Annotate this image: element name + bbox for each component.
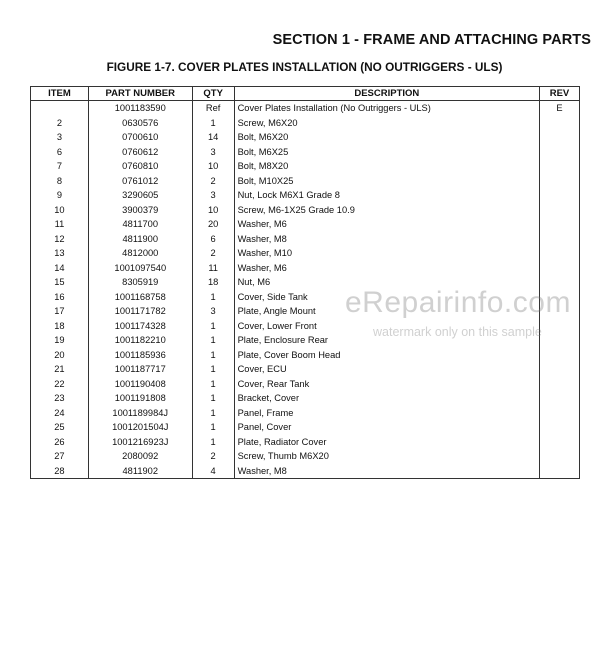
figure-title: FIGURE 1-7. COVER PLATES INSTALLATION (NO OUTRIGGERS - ULS)	[106, 60, 503, 74]
table-row	[31, 246, 580, 261]
watermark-brand: eRepairinfo.com	[345, 286, 571, 319]
cell-qty: 3	[192, 145, 234, 160]
column-header-qty: QTY	[192, 87, 234, 101]
cell-part-number: 1001216923J	[88, 435, 192, 450]
column-header-description: DESCRIPTION	[234, 87, 539, 101]
cell-item: 6	[31, 145, 89, 160]
cell-rev	[540, 261, 580, 276]
table-row	[31, 188, 580, 203]
cell-item: 18	[31, 319, 89, 334]
cell-part-number: 0630576	[88, 116, 192, 131]
cell-part-number: 0700610	[88, 130, 192, 145]
cell-item: 22	[31, 377, 89, 392]
cell-part-number: 1001187717	[88, 362, 192, 377]
cell-description: Cover, ECU	[234, 362, 539, 377]
table-row	[31, 116, 580, 131]
cell-part-number: 1001171782	[88, 304, 192, 319]
cell-qty: 1	[192, 319, 234, 334]
table-row	[31, 449, 580, 464]
cell-item: 23	[31, 391, 89, 406]
cell-item: 24	[31, 406, 89, 421]
cell-part-number: 1001201504J	[88, 420, 192, 435]
cell-rev	[540, 304, 580, 319]
cell-qty: 1	[192, 420, 234, 435]
cell-item: 28	[31, 464, 89, 479]
cell-item: 8	[31, 174, 89, 189]
cell-part-number: 1001191808	[88, 391, 192, 406]
table-row	[31, 159, 580, 174]
cell-part-number: 8305919	[88, 275, 192, 290]
cell-item: 19	[31, 333, 89, 348]
column-header-rev: REV	[540, 87, 580, 101]
cell-rev	[540, 348, 580, 363]
table-row	[31, 377, 580, 392]
cell-qty: 6	[192, 232, 234, 247]
cell-description: Plate, Angle Mount	[234, 304, 539, 319]
cell-qty: 3	[192, 188, 234, 203]
cell-qty: 2	[192, 246, 234, 261]
cell-item: 16	[31, 290, 89, 305]
table-row	[31, 290, 580, 305]
cell-description: Plate, Radiator Cover	[234, 435, 539, 450]
cell-item: 13	[31, 246, 89, 261]
table-row	[31, 333, 580, 348]
cell-qty: 2	[192, 449, 234, 464]
cell-description: Washer, M6	[234, 261, 539, 276]
table-row	[31, 464, 580, 479]
cell-qty: 10	[192, 203, 234, 218]
cell-item: 9	[31, 188, 89, 203]
cell-qty: 14	[192, 130, 234, 145]
cell-part-number: 4811902	[88, 464, 192, 479]
cell-description: Cover, Rear Tank	[234, 377, 539, 392]
table-row	[31, 435, 580, 450]
table-row	[31, 406, 580, 421]
cell-rev	[540, 391, 580, 406]
cell-qty: 1	[192, 391, 234, 406]
cell-item: 3	[31, 130, 89, 145]
cell-part-number: 0761012	[88, 174, 192, 189]
cell-item: 26	[31, 435, 89, 450]
cell-part-number: 1001183590	[88, 101, 192, 116]
cell-rev	[540, 159, 580, 174]
cell-rev	[540, 449, 580, 464]
cell-description: Cover, Lower Front	[234, 319, 539, 334]
table-row	[31, 174, 580, 189]
column-header-part-number: PART NUMBER	[88, 87, 192, 101]
table-row	[31, 101, 580, 116]
cell-qty: 1	[192, 377, 234, 392]
cell-qty: 11	[192, 261, 234, 276]
cell-item: 17	[31, 304, 89, 319]
cell-description: Bolt, M8X20	[234, 159, 539, 174]
table-row	[31, 420, 580, 435]
cell-part-number: 1001182210	[88, 333, 192, 348]
cell-qty: 3	[192, 304, 234, 319]
cell-description: Bracket, Cover	[234, 391, 539, 406]
cell-qty: 1	[192, 333, 234, 348]
cell-item: 12	[31, 232, 89, 247]
cell-rev	[540, 464, 580, 479]
parts-table	[30, 86, 580, 479]
cell-rev	[540, 362, 580, 377]
cell-description: Plate, Cover Boom Head	[234, 348, 539, 363]
cell-rev	[540, 406, 580, 421]
cell-part-number: 2080092	[88, 449, 192, 464]
watermark-note: watermark only on this sample	[373, 325, 542, 339]
cell-qty: 20	[192, 217, 234, 232]
cell-item: 10	[31, 203, 89, 218]
table-row	[31, 145, 580, 160]
cell-qty: 1	[192, 116, 234, 131]
table-row	[31, 362, 580, 377]
cell-rev	[540, 333, 580, 348]
table-row	[31, 304, 580, 319]
section-title: SECTION 1 - FRAME AND ATTACHING PARTS	[272, 32, 591, 48]
cell-rev	[540, 145, 580, 160]
cell-rev	[540, 420, 580, 435]
cell-qty: 1	[192, 348, 234, 363]
table-row	[31, 391, 580, 406]
cell-qty: 1	[192, 290, 234, 305]
cell-description: Washer, M10	[234, 246, 539, 261]
cell-qty: 4	[192, 464, 234, 479]
cell-rev	[540, 174, 580, 189]
cell-part-number: 4812000	[88, 246, 192, 261]
cell-description: Bolt, M6X25	[234, 145, 539, 160]
cell-rev	[540, 217, 580, 232]
cell-qty: 1	[192, 435, 234, 450]
table-row	[31, 217, 580, 232]
parts-table-body	[31, 101, 580, 479]
cell-description: Screw, Thumb M6X20	[234, 449, 539, 464]
cell-qty: 2	[192, 174, 234, 189]
cell-description: Washer, M8	[234, 464, 539, 479]
cell-part-number: 4811900	[88, 232, 192, 247]
cell-item: 15	[31, 275, 89, 290]
cell-description: Nut, M6	[234, 275, 539, 290]
cell-qty: 1	[192, 362, 234, 377]
cell-description: Washer, M6	[234, 217, 539, 232]
cell-part-number: 1001189984J	[88, 406, 192, 421]
cell-part-number: 3900379	[88, 203, 192, 218]
cell-description: Nut, Lock M6X1 Grade 8	[234, 188, 539, 203]
cell-rev	[540, 232, 580, 247]
cell-part-number: 1001185936	[88, 348, 192, 363]
cell-description: Panel, Frame	[234, 406, 539, 421]
cell-description: Cover Plates Installation (No Outriggers - ULS)	[234, 101, 539, 116]
cell-item: 11	[31, 217, 89, 232]
cell-part-number: 0760810	[88, 159, 192, 174]
cell-part-number: 1001097540	[88, 261, 192, 276]
cell-description: Screw, M6X20	[234, 116, 539, 131]
cell-item: 21	[31, 362, 89, 377]
cell-rev	[540, 130, 580, 145]
cell-rev	[540, 435, 580, 450]
cell-part-number: 3290605	[88, 188, 192, 203]
cell-qty: Ref	[192, 101, 234, 116]
cell-part-number: 1001168758	[88, 290, 192, 305]
cell-part-number: 0760612	[88, 145, 192, 160]
cell-rev	[540, 188, 580, 203]
table-row	[31, 130, 580, 145]
cell-rev	[540, 275, 580, 290]
cell-description: Plate, Enclosure Rear	[234, 333, 539, 348]
cell-qty: 18	[192, 275, 234, 290]
cell-rev: E	[540, 101, 580, 116]
cell-description: Bolt, M10X25	[234, 174, 539, 189]
table-row	[31, 232, 580, 247]
parts-table-header	[31, 87, 580, 101]
cell-description: Screw, M6-1X25 Grade 10.9	[234, 203, 539, 218]
table-row	[31, 261, 580, 276]
cell-item: 14	[31, 261, 89, 276]
cell-rev	[540, 116, 580, 131]
cell-item: 7	[31, 159, 89, 174]
cell-rev	[540, 290, 580, 305]
cell-item	[31, 101, 89, 116]
cell-part-number: 1001190408	[88, 377, 192, 392]
cell-description: Panel, Cover	[234, 420, 539, 435]
cell-item: 2	[31, 116, 89, 131]
table-row	[31, 275, 580, 290]
cell-rev	[540, 319, 580, 334]
cell-rev	[540, 246, 580, 261]
cell-description: Bolt, M6X20	[234, 130, 539, 145]
cell-part-number: 4811700	[88, 217, 192, 232]
column-header-item: ITEM	[31, 87, 89, 101]
cell-description: Cover, Side Tank	[234, 290, 539, 305]
cell-rev	[540, 377, 580, 392]
table-row	[31, 348, 580, 363]
table-row	[31, 319, 580, 334]
cell-description: Washer, M8	[234, 232, 539, 247]
table-row	[31, 203, 580, 218]
cell-part-number: 1001174328	[88, 319, 192, 334]
cell-item: 25	[31, 420, 89, 435]
cell-item: 27	[31, 449, 89, 464]
cell-rev	[540, 203, 580, 218]
cell-qty: 10	[192, 159, 234, 174]
cell-qty: 1	[192, 406, 234, 421]
cell-item: 20	[31, 348, 89, 363]
